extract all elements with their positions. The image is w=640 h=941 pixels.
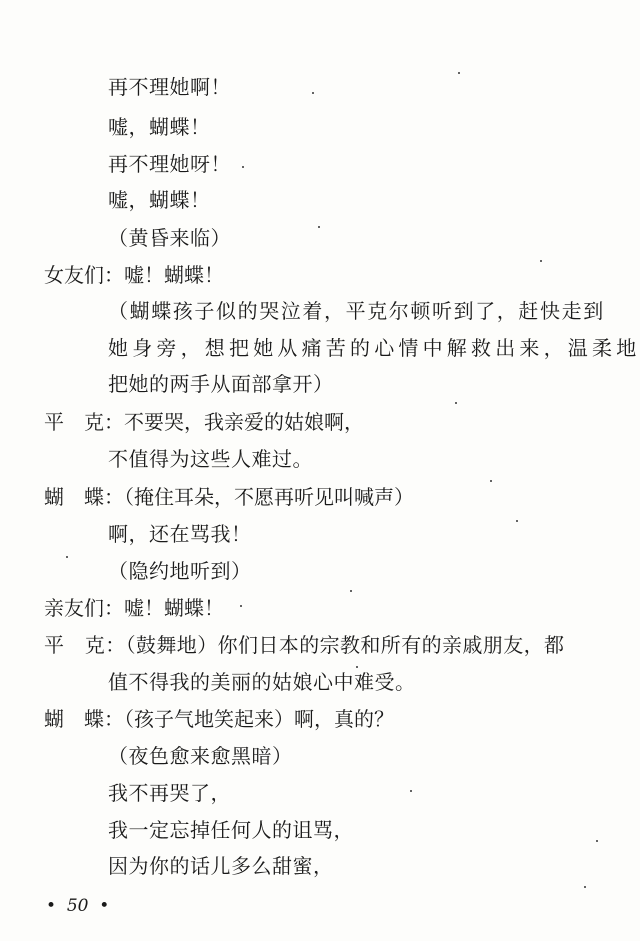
scan-speck: [242, 166, 244, 168]
text-line: 再不理她啊！: [108, 75, 231, 99]
stage-direction: （黄昏来临）: [108, 226, 231, 250]
scan-speck: [455, 402, 457, 404]
scan-speck: [312, 92, 314, 94]
text-line: 啊，还在骂我！: [108, 522, 252, 546]
text-line: 我不再哭了，: [108, 781, 231, 805]
speaker-line: 亲友们：嘘！蝴蝶！: [44, 596, 224, 620]
stage-direction: （夜色愈来愈黑暗）: [108, 744, 293, 768]
text-line: 嘘，蝴蝶！: [108, 115, 211, 139]
stage-direction: （隐约地听到）: [108, 559, 252, 583]
scan-speck: [516, 520, 518, 522]
speaker-line: 蝴 蝶：（掩住耳朵，不愿再听见叫喊声）: [44, 485, 414, 509]
text-line: 嘘，蝴蝶！: [108, 188, 211, 212]
scan-speck: [584, 886, 586, 888]
scan-speck: [66, 556, 68, 558]
scan-speck: [540, 260, 542, 262]
speaker-line: 女友们：嘘！蝴蝶！: [44, 263, 224, 287]
page-number: [46, 896, 109, 916]
stage-direction: （蝴蝶孩子似的哭泣着，平克尔顿听到了，赶快走到: [108, 299, 605, 323]
stage-direction: 把她的两手从面部拿开）: [108, 372, 334, 396]
scan-speck: [356, 666, 358, 668]
scan-speck: [318, 226, 320, 228]
text-line: 再不理她呀！: [108, 152, 231, 176]
page-number-value: 50: [66, 896, 89, 916]
folio-dot: •: [88, 896, 110, 916]
scan-speck: [350, 590, 352, 592]
text-line: 我一定忘掉任何人的诅骂，: [108, 818, 354, 842]
speaker-line: 平 克：不要哭，我亲爱的姑娘啊，: [44, 410, 364, 434]
scan-speck: [490, 480, 492, 482]
text-line: 值不得我的美丽的姑娘心中难受。: [108, 670, 416, 694]
scan-speck: [458, 72, 460, 74]
folio-dot: •: [46, 896, 67, 916]
scan-speck: [240, 605, 242, 607]
scan-speck: [410, 790, 412, 792]
speaker-line: 平 克：（鼓舞地）你们日本的宗教和所有的亲戚朋友，都: [44, 633, 565, 657]
stage-direction: 她身旁，想把她从痛苦的心情中解救出来，温柔地: [108, 336, 640, 360]
text-line: 不值得为这些人难过。: [108, 447, 313, 471]
scan-speck: [596, 840, 598, 842]
text-line: 因为你的话儿多么甜蜜，: [108, 854, 334, 878]
speaker-line: 蝴 蝶：（孩子气地笑起来）啊，真的？: [44, 707, 394, 731]
